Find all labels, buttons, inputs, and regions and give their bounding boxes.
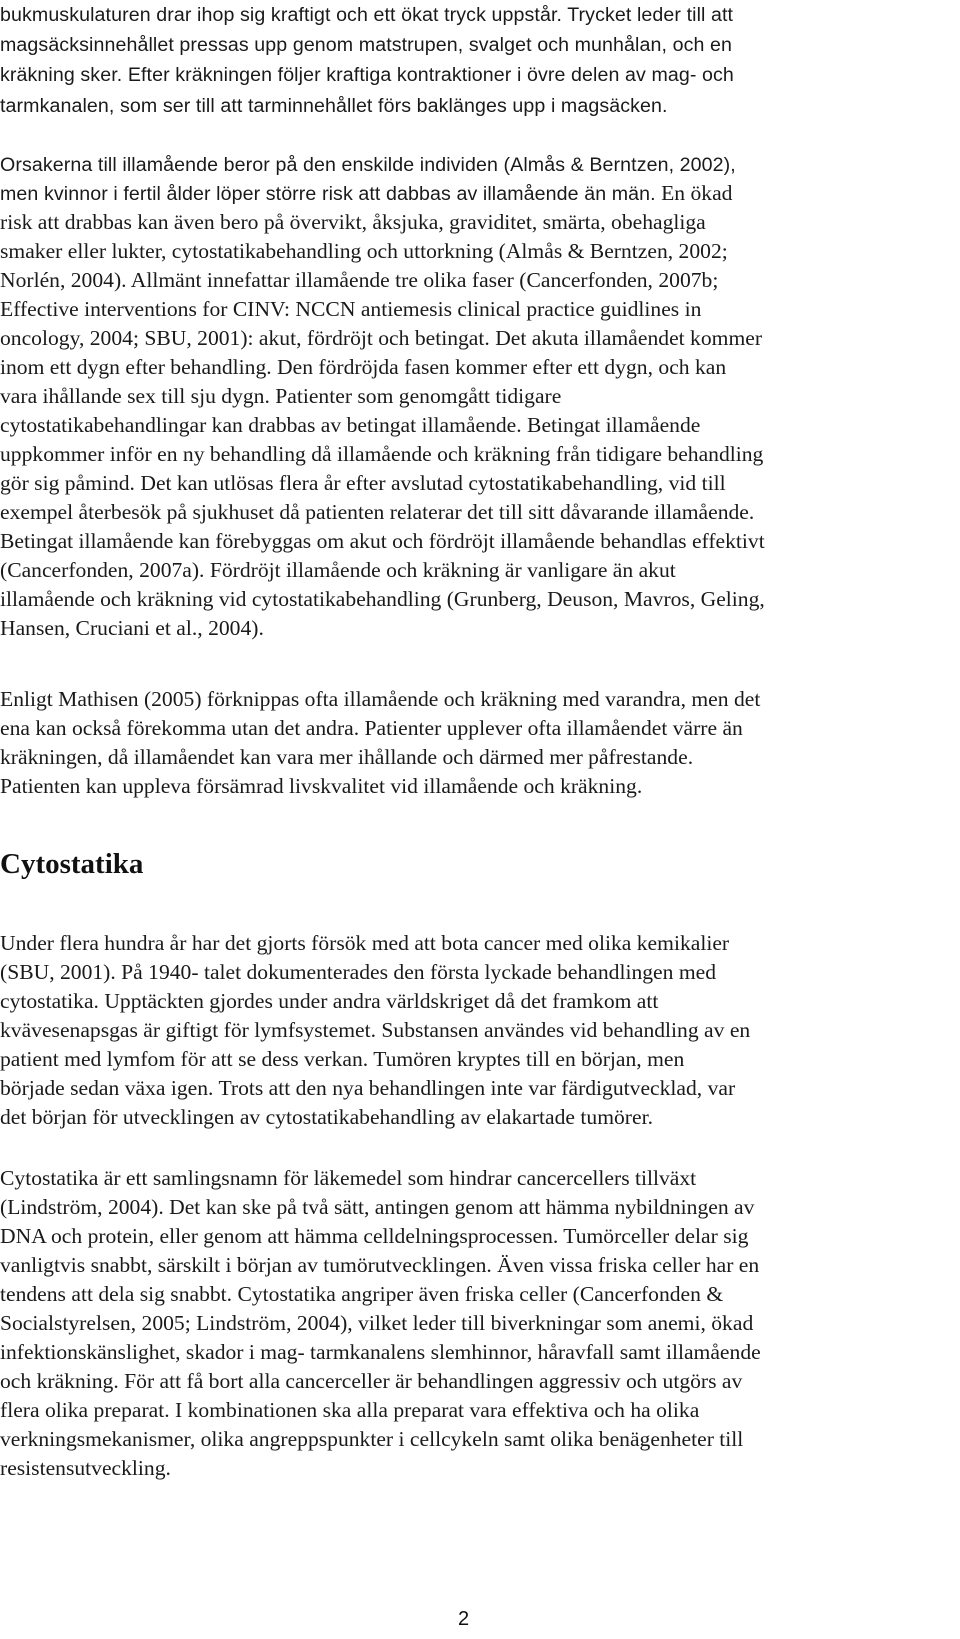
paragraph-line: Hansen, Cruciani et al., 2004). xyxy=(0,616,264,640)
paragraph-text-serif: En ökad xyxy=(655,181,733,205)
paragraph-line: Norlén, 2004). Allmänt innefattar illamående tre olika faser (Cancerfonden, 2007b; xyxy=(0,268,719,292)
paragraph-line: oncology, 2004; SBU, 2001): akut, fördröjt och betingat. Det akuta illamåendet kommer xyxy=(0,326,763,350)
paragraph-line: magsäcksinnehållet pressas upp genom matstrupen, svalget och munhålan, och en xyxy=(0,34,733,56)
paragraph-line: kräkningen, då illamåendet kan vara mer ihållande och därmed mer påfrestande. xyxy=(0,745,694,769)
paragraph-line: Effective interventions for CINV: NCCN antiemesis clinical practice guidlines in xyxy=(0,297,702,321)
paragraph-line: inom ett dygn efter behandling. Den fördröjda fasen kommer efter ett dygn, och kan xyxy=(0,355,727,379)
paragraph-line: illamående och kräkning vid cytostatikabehandling (Grunberg, Deuson, Mavros, Geling, xyxy=(0,587,765,611)
paragraph-line: kräkning sker. Efter kräkningen följer kraftiga kontraktioner i övre delen av mag- och xyxy=(0,64,734,86)
paragraph-line: ena kan också förekomma utan det andra. Patienter upplever ofta illamåendet värre än xyxy=(0,716,743,740)
paragraph-line: gör sig påmind. Det kan utlösas flera år efter avslutad cytostatikabehandling, vid till xyxy=(0,471,726,495)
paragraph-line: tarmkanalen, som ser till att tarminnehållet förs baklänges upp i magsäcken. xyxy=(0,95,668,117)
paragraph-line: tendens att dela sig snabbt. Cytostatika angriper även friska celler (Cancerfonden & xyxy=(0,1282,724,1306)
paragraph-line: Betingat illamående kan förebyggas om akut och fördröjt illamående behandlas effektivt xyxy=(0,529,765,553)
paragraph-line: bukmuskulaturen drar ihop sig kraftigt och ett ökat tryck uppstår. Trycket leder till att xyxy=(0,4,734,26)
paragraph-line: Patienten kan uppleva försämrad livskvalitet vid illamående och kräkning. xyxy=(0,774,643,798)
paragraph-line: Cytostatika är ett samlingsnamn för läkemedel som hindrar cancercellers tillväxt xyxy=(0,1166,697,1190)
section-heading: Cytostatika xyxy=(0,848,144,880)
paragraph-line-mixed xyxy=(0,178,732,209)
paragraph-line: infektionskänslighet, skador i mag- tarmkanalens slemhinnor, håravfall samt illamående xyxy=(0,1340,761,1364)
paragraph-line: Socialstyrelsen, 2005; Lindström, 2004), vilket leder till biverkningar som anemi, ökad xyxy=(0,1311,754,1335)
paragraph-line: DNA och protein, eller genom att hämma celldelningsprocessen. Tumörceller delar sig xyxy=(0,1224,749,1248)
paragraph-line: patient med lymfom för att se dess verkan. Tumören kryptes till en början, men xyxy=(0,1047,685,1071)
paragraph-line: (Cancerfonden, 2007a). Fördröjt illamående och kräkning är vanligare än akut xyxy=(0,558,676,582)
page-number: 2 xyxy=(458,1608,470,1630)
paragraph-line: Under flera hundra år har det gjorts försök med att bota cancer med olika kemikalier xyxy=(0,931,730,955)
paragraph-line: cytostatika. Upptäckten gjordes under andra världskriget då det framkom att xyxy=(0,989,659,1013)
paragraph-line: smaker eller lukter, cytostatikabehandling och uttorkning (Almås & Berntzen, 2002; xyxy=(0,239,728,263)
paragraph-line: verkningsmekanismer, olika angreppspunkter i cellcykeln samt olika benägenheter till xyxy=(0,1427,744,1451)
paragraph-line: vanligtvis snabbt, särskilt i början av tumörutvecklingen. Även vissa friska celler har en xyxy=(0,1253,760,1277)
paragraph-text-sans: men kvinnor i fertil ålder löper större risk att dabbas av illamående än män. xyxy=(0,183,656,205)
paragraph-line: det början för utvecklingen av cytostatikabehandling av elakartade tumörer. xyxy=(0,1105,653,1129)
paragraph-line: risk att drabbas kan även bero på övervikt, åksjuka, graviditet, smärta, obehagliga xyxy=(0,210,706,234)
paragraph-line: cytostatikabehandlingar kan drabbas av betingat illamående. Betingat illamående xyxy=(0,413,701,437)
paragraph-line: resistensutveckling. xyxy=(0,1456,171,1480)
paragraph-line: Enligt Mathisen (2005) förknippas ofta illamående och kräkning med varandra, men det xyxy=(0,687,761,711)
paragraph-line: (Lindström, 2004). Det kan ske på två sätt, antingen genom att hämma nybildningen av xyxy=(0,1195,755,1219)
paragraph-line: kvävesenapsgas är giftigt för lymfsystemet. Substansen användes vid behandling av en xyxy=(0,1018,751,1042)
paragraph-line: och kräkning. För att få bort alla cancerceller är behandlingen aggressiv och utgörs av xyxy=(0,1369,743,1393)
paragraph-line: Orsakerna till illamående beror på den enskilde individen (Almås & Berntzen, 2002), xyxy=(0,154,736,176)
paragraph-line: (SBU, 2001). På 1940- talet dokumenterades den första lyckade behandlingen med xyxy=(0,960,716,984)
paragraph-line: flera olika preparat. I kombinationen ska alla preparat vara effektiva och ha olika xyxy=(0,1398,700,1422)
paragraph-line: vara ihållande sex till sju dygn. Patienter som genomgått tidigare xyxy=(0,384,562,408)
paragraph-line: exempel återbesök på sjukhuset då patienten relaterar det till sitt dåvarande illamående. xyxy=(0,500,755,524)
paragraph-line: började sedan växa igen. Trots att den nya behandlingen inte var färdigutvecklad, var xyxy=(0,1076,736,1100)
paragraph-line: uppkommer inför en ny behandling då illamående och kräkning från tidigare behandling xyxy=(0,442,764,466)
